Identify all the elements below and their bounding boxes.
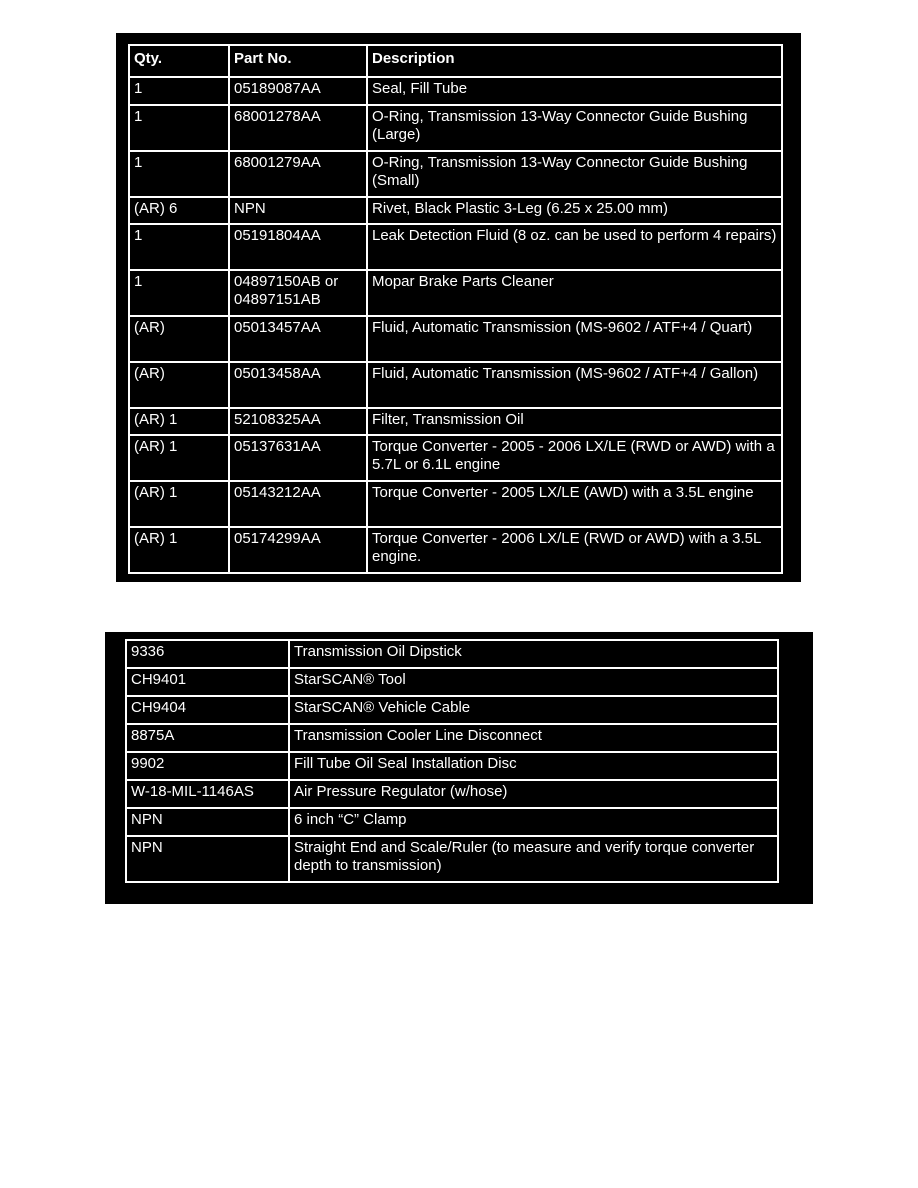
part-no-cell: 05174299AA <box>229 527 367 573</box>
part-no-cell: NPN <box>229 197 367 224</box>
description-cell: Leak Detection Fluid (8 oz. can be used to perform 4 repairs) <box>367 224 782 270</box>
tool-description-cell: Air Pressure Regulator (w/hose) <box>289 780 778 808</box>
table-row <box>129 77 782 105</box>
description-cell: Torque Converter - 2006 LX/LE (RWD or AWD) with a 3.5L engine. <box>367 527 782 573</box>
qty-cell: (AR) 6 <box>129 197 229 224</box>
description-cell: Mopar Brake Parts Cleaner <box>367 270 782 316</box>
description-cell: Fluid, Automatic Transmission (MS-9602 / ATF+4 / Quart) <box>367 316 782 362</box>
part-no-cell: 05191804AA <box>229 224 367 270</box>
table-row <box>129 197 782 224</box>
table-row <box>129 224 782 270</box>
qty-cell: 1 <box>129 151 229 197</box>
table-row <box>129 435 782 481</box>
table-row <box>129 408 782 435</box>
table-row <box>126 780 778 808</box>
qty-cell: 1 <box>129 270 229 316</box>
description-cell: Filter, Transmission Oil <box>367 408 782 435</box>
parts-table <box>128 44 783 574</box>
qty-cell: (AR) <box>129 362 229 408</box>
part-no-cell: 05013458AA <box>229 362 367 408</box>
description-cell: Torque Converter - 2005 - 2006 LX/LE (RWD or AWD) with a 5.7L or 6.1L engine <box>367 435 782 481</box>
table-row <box>129 151 782 197</box>
qty-column-header: Qty. <box>129 45 229 77</box>
table-row <box>126 752 778 780</box>
table-row <box>126 668 778 696</box>
table-row <box>126 808 778 836</box>
parts-table-header-row <box>129 45 782 77</box>
qty-cell: (AR) 1 <box>129 408 229 435</box>
parts-table-panel <box>116 33 801 582</box>
description-column-header: Description <box>367 45 782 77</box>
table-row <box>129 316 782 362</box>
tools-table-panel <box>105 632 813 904</box>
description-cell: Seal, Fill Tube <box>367 77 782 105</box>
tool-number-cell: NPN <box>126 836 289 882</box>
part-no-cell: 68001278AA <box>229 105 367 151</box>
tool-number-cell: NPN <box>126 808 289 836</box>
table-row <box>129 527 782 573</box>
tool-description-cell: Fill Tube Oil Seal Installation Disc <box>289 752 778 780</box>
tool-description-cell: Transmission Cooler Line Disconnect <box>289 724 778 752</box>
qty-cell: (AR) 1 <box>129 435 229 481</box>
tool-number-cell: 8875A <box>126 724 289 752</box>
table-row <box>126 640 778 668</box>
description-cell: Fluid, Automatic Transmission (MS-9602 / ATF+4 / Gallon) <box>367 362 782 408</box>
part-no-cell: 04897150AB or 04897151AB <box>229 270 367 316</box>
qty-cell: 1 <box>129 77 229 105</box>
qty-cell: (AR) <box>129 316 229 362</box>
part-no-cell: 52108325AA <box>229 408 367 435</box>
tool-description-cell: StarSCAN® Tool <box>289 668 778 696</box>
tool-number-cell: CH9401 <box>126 668 289 696</box>
part-no-cell: 05143212AA <box>229 481 367 527</box>
table-row <box>129 481 782 527</box>
description-cell: Torque Converter - 2005 LX/LE (AWD) with a 3.5L engine <box>367 481 782 527</box>
tool-number-cell: CH9404 <box>126 696 289 724</box>
tools-table <box>125 639 779 883</box>
part-no-cell: 68001279AA <box>229 151 367 197</box>
tool-number-cell: 9902 <box>126 752 289 780</box>
description-cell: O-Ring, Transmission 13-Way Connector Guide Bushing (Small) <box>367 151 782 197</box>
description-cell: Rivet, Black Plastic 3-Leg (6.25 x 25.00 mm) <box>367 197 782 224</box>
qty-cell: (AR) 1 <box>129 527 229 573</box>
qty-cell: 1 <box>129 224 229 270</box>
table-row <box>129 105 782 151</box>
part-no-cell: 05189087AA <box>229 77 367 105</box>
table-row <box>129 270 782 316</box>
table-row <box>129 362 782 408</box>
table-row <box>126 696 778 724</box>
table-row <box>126 724 778 752</box>
part-no-column-header: Part No. <box>229 45 367 77</box>
tool-description-cell: Transmission Oil Dipstick <box>289 640 778 668</box>
tool-description-cell: StarSCAN® Vehicle Cable <box>289 696 778 724</box>
table-row <box>126 836 778 882</box>
part-no-cell: 05137631AA <box>229 435 367 481</box>
qty-cell: 1 <box>129 105 229 151</box>
tool-number-cell: W-18-MIL-1146AS <box>126 780 289 808</box>
description-cell: O-Ring, Transmission 13-Way Connector Guide Bushing (Large) <box>367 105 782 151</box>
tool-number-cell: 9336 <box>126 640 289 668</box>
tool-description-cell: Straight End and Scale/Ruler (to measure and verify torque converter depth to transmission) <box>289 836 778 882</box>
part-no-cell: 05013457AA <box>229 316 367 362</box>
qty-cell: (AR) 1 <box>129 481 229 527</box>
tool-description-cell: 6 inch “C” Clamp <box>289 808 778 836</box>
